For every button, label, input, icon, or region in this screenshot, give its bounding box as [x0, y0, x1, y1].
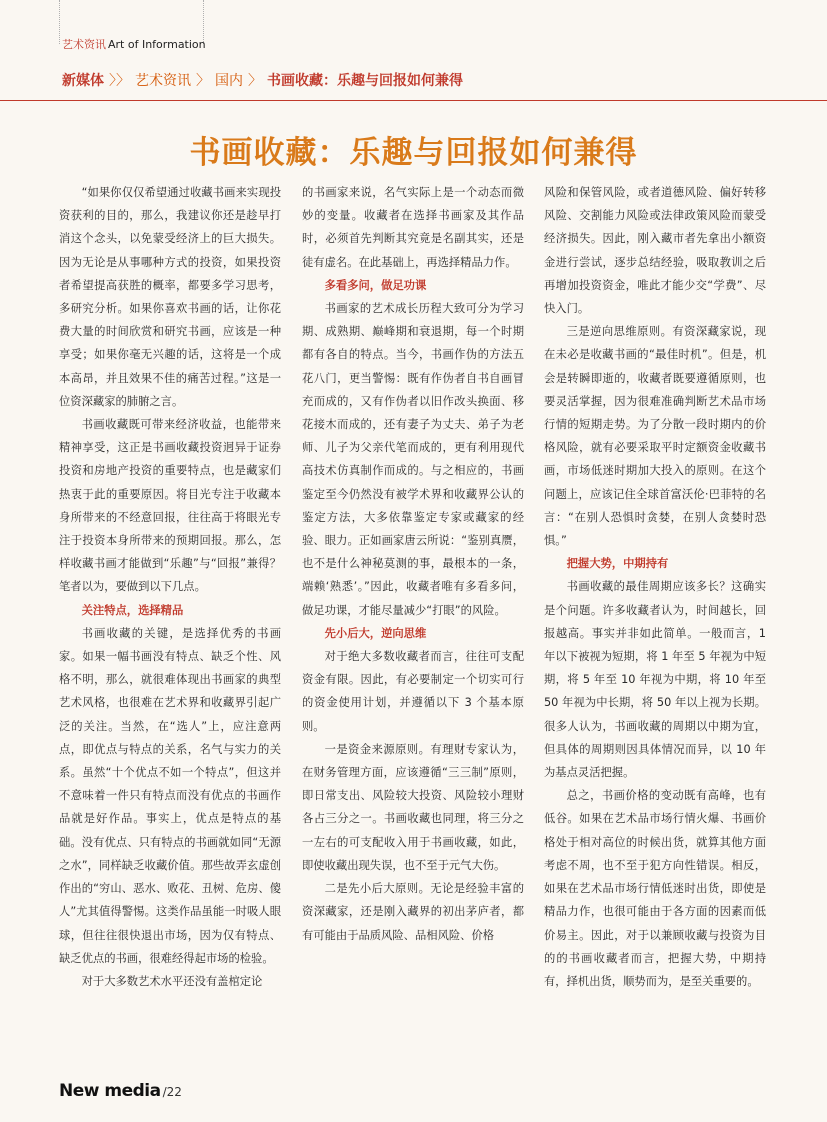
header-guide-left: [59, 0, 60, 44]
breadcrumb-separator: 〉: [196, 73, 210, 89]
section-label-cn: 艺术资讯: [62, 38, 106, 51]
paragraph: 对于绝大多数收藏者而言，往往可支配资金有限。因此，有必要制定一个切实可行的资金使用计划，并遵循以下 3 个基本原则。: [302, 650, 524, 733]
subheading: 关注特点，选择精品: [81, 603, 184, 617]
paragraph: 二是先小后大原则。无论是经验丰富的资深藏家，还是刚入藏界的初出茅庐者，都有可能由于品质风险、品相风险、价格: [302, 882, 524, 942]
breadcrumb-current: 书画收藏：乐趣与回报如何兼得: [267, 73, 463, 89]
breadcrumb-domestic[interactable]: 国内: [215, 73, 243, 89]
paragraph: 一是资金来源原则。有理财专家认为，在财务管理方面，应该遵循“三三制”原则，即日常支出、风险较大投资、风险较小理财各占三分之一。书画收藏也同理，将三分之一左右的可支配收入用于书画收藏，如此，即使收藏出现失误，也不至于元气大伤。: [302, 742, 524, 872]
article-title: 书画收藏：乐趣与回报如何兼得: [189, 135, 638, 171]
section-label: [62, 36, 206, 52]
footer-brand-logo: New media: [59, 1081, 161, 1101]
subheading: 先小后大，逆向思维: [324, 626, 427, 640]
paragraph: 对于大多数艺术水平还没有盖棺定论: [81, 974, 263, 988]
breadcrumb-separator: 〉: [248, 73, 262, 89]
paragraph: 书画收藏既可带来经济收益，也能带来精神享受，这正是书画收藏投资迥异于证券投资和房地产投资的重要特点，也是藏家们热衷于此的重要原因。将目光专注于收藏本身所带来的不经意回报，往往高于将眼光专注于投资本身所带来的预期回报。那么，怎样收藏书画才能做到“乐趣”与“回报”兼得？笔者以为，要做到以下几点。: [59, 418, 281, 594]
paragraph: 风险和保管风险，或者道德风险、偏好转移风险、交割能力风险或法律政策风险而蒙受经济损失。因此，刚入藏市者先拿出小额资金进行尝试，逐步总结经验，吸取教训之后再增加投资资金，唯此才能少交“学费”、尽快入门。: [544, 186, 766, 316]
paragraph: 的书画家来说，名气实际上是一个动态而微妙的变量。收藏者在选择书画家及其作品时，必须首先判断其究竟是名副其实，还是徒有虚名。在此基础上，再选择精品力作。: [302, 186, 524, 269]
page-number: /22: [162, 1085, 182, 1099]
breadcrumb: [62, 70, 463, 90]
paragraph: 书画家的艺术成长历程大致可分为学习期、成熟期、巅峰期和衰退期，每一个时期都有各自的特点。当今，书画作伪的方法五花八门，更当警惕：既有作伪者自书自画冒充而成的，又有作伪者以旧作改头换面、移花接木而成的，还有妻子为丈夫、弟子为老师、儿子为父亲代笔而成的，更有利用现代高技术仿真制作而成的。与之相应的，书画鉴定至今仍然没有被学术界和收藏界公认的鉴定方法，大多依靠鉴定专家或藏家的经验、眼力。正如画家唐云所说：“鉴别真赝，也不是什么神秘莫测的事，最根本的一条，端赖‘熟悉’。”因此，收藏者唯有多看多问，做足功课，才能尽量减少“打眼”的风险。: [302, 302, 524, 617]
breadcrumb-art-info[interactable]: 艺术资讯: [135, 73, 191, 89]
subheading: 把握大势，中期持有: [566, 557, 669, 571]
paragraph: 书画收藏的关键，是选择优秀的书画家。如果一幅书画没有特点、缺乏个性、风格不明，那么，就很难体现出书画家的典型艺术风格，也很难在艺术界和收藏界引起广泛的关注。当然，在“选人”上，应注意两点，即优点与特点的关系，名气与实力的关系。虽然“十个优点不如一个特点”，但这并不意味着一件只有特点而没有优点的书画作品就是好作品。事实上，优点是特点的基础。没有优点、只有特点的书画就如同“无源之水”，同样缺乏收藏价值。那些故弄玄虚创作出的“穷山、恶水、败花、丑树、危房、傻人”尤其值得警惕。这类作品虽能一时吸人眼球，但往往很快退出市场，因为仅有特点、缺乏优点的书画，很难经得起市场的检验。: [59, 626, 281, 965]
article-column-2: [302, 181, 524, 947]
breadcrumb-separator: 〉〉: [109, 73, 130, 89]
breadcrumb-brand[interactable]: 新媒体: [62, 73, 104, 89]
article-column-1: [59, 181, 281, 993]
header-divider: [0, 100, 827, 101]
paragraph: 总之，书画价格的变动既有高峰，也有低谷。如果在艺术品市场行情火爆、书画价格处于相对高位的时候出货，就算其他方面考虑不周，也不至于犯方向性错误。相反，如果在艺术品市场行情低迷时出货，即使是精品力作，也很可能由于各方面的因素而低价易主。因此，对于以兼顾收藏与投资为目的的书画收藏者而言，把握大势，中期持有，择机出货，顺势而为，是至关重要的。: [544, 789, 766, 988]
page-footer: [59, 1081, 182, 1101]
paragraph: “如果你仅仅希望通过收藏书画来实现投资获利的目的，那么，我建议你还是趁早打消这个念头，以免蒙受经济上的巨大损失。因为无论是从事哪种方式的投资，如果投资者希望提高获胜的概率，都要多学习思考，多研究分析。如果你喜欢书画的话，让你花费大量的时间欣赏和研究书画，应该是一种享受；如果你毫无兴趣的话，这将是一个成本高昂，并且效果不佳的痛苦过程。”这是一位资深藏家的肺腑之言。: [59, 186, 281, 408]
paragraph: 书画收藏的最佳周期应该多长？这确实是个问题。许多收藏者认为，时间越长，回报越高。事实并非如此简单。一般而言，1 年以下被视为短期，将 1 年至 5 年视为中短期，将 5 年至 10 年视为中期，将 10 年至 50 年视为中长期，将 50 年以上视为长期。很多人认为，书画收藏的周期以中期为宜，但具体的周期则因具体情况而异，以 10 年为基点灵活把握。: [544, 580, 766, 780]
article-column-3: [544, 181, 766, 993]
section-label-en: Art of Information: [108, 38, 206, 51]
paragraph: 三是逆向思维原则。有资深藏家说，现在未必是收藏书画的“最佳时机”。但是，机会是转瞬即逝的，收藏者既要遵循原则，也要灵活掌握，因为很难准确判断艺术品市场行情的短期走势。为了分散一段时期内的价格风险，就有必要采取平时定额资金收藏书画，市场低迷时期加大投入的原则。在这个问题上，应该记住全球首富沃伦·巴菲特的名言：“在别人恐惧时贪婪，在别人贪婪时恐惧。”: [544, 325, 766, 548]
subheading: 多看多问，做足功课: [324, 278, 427, 292]
